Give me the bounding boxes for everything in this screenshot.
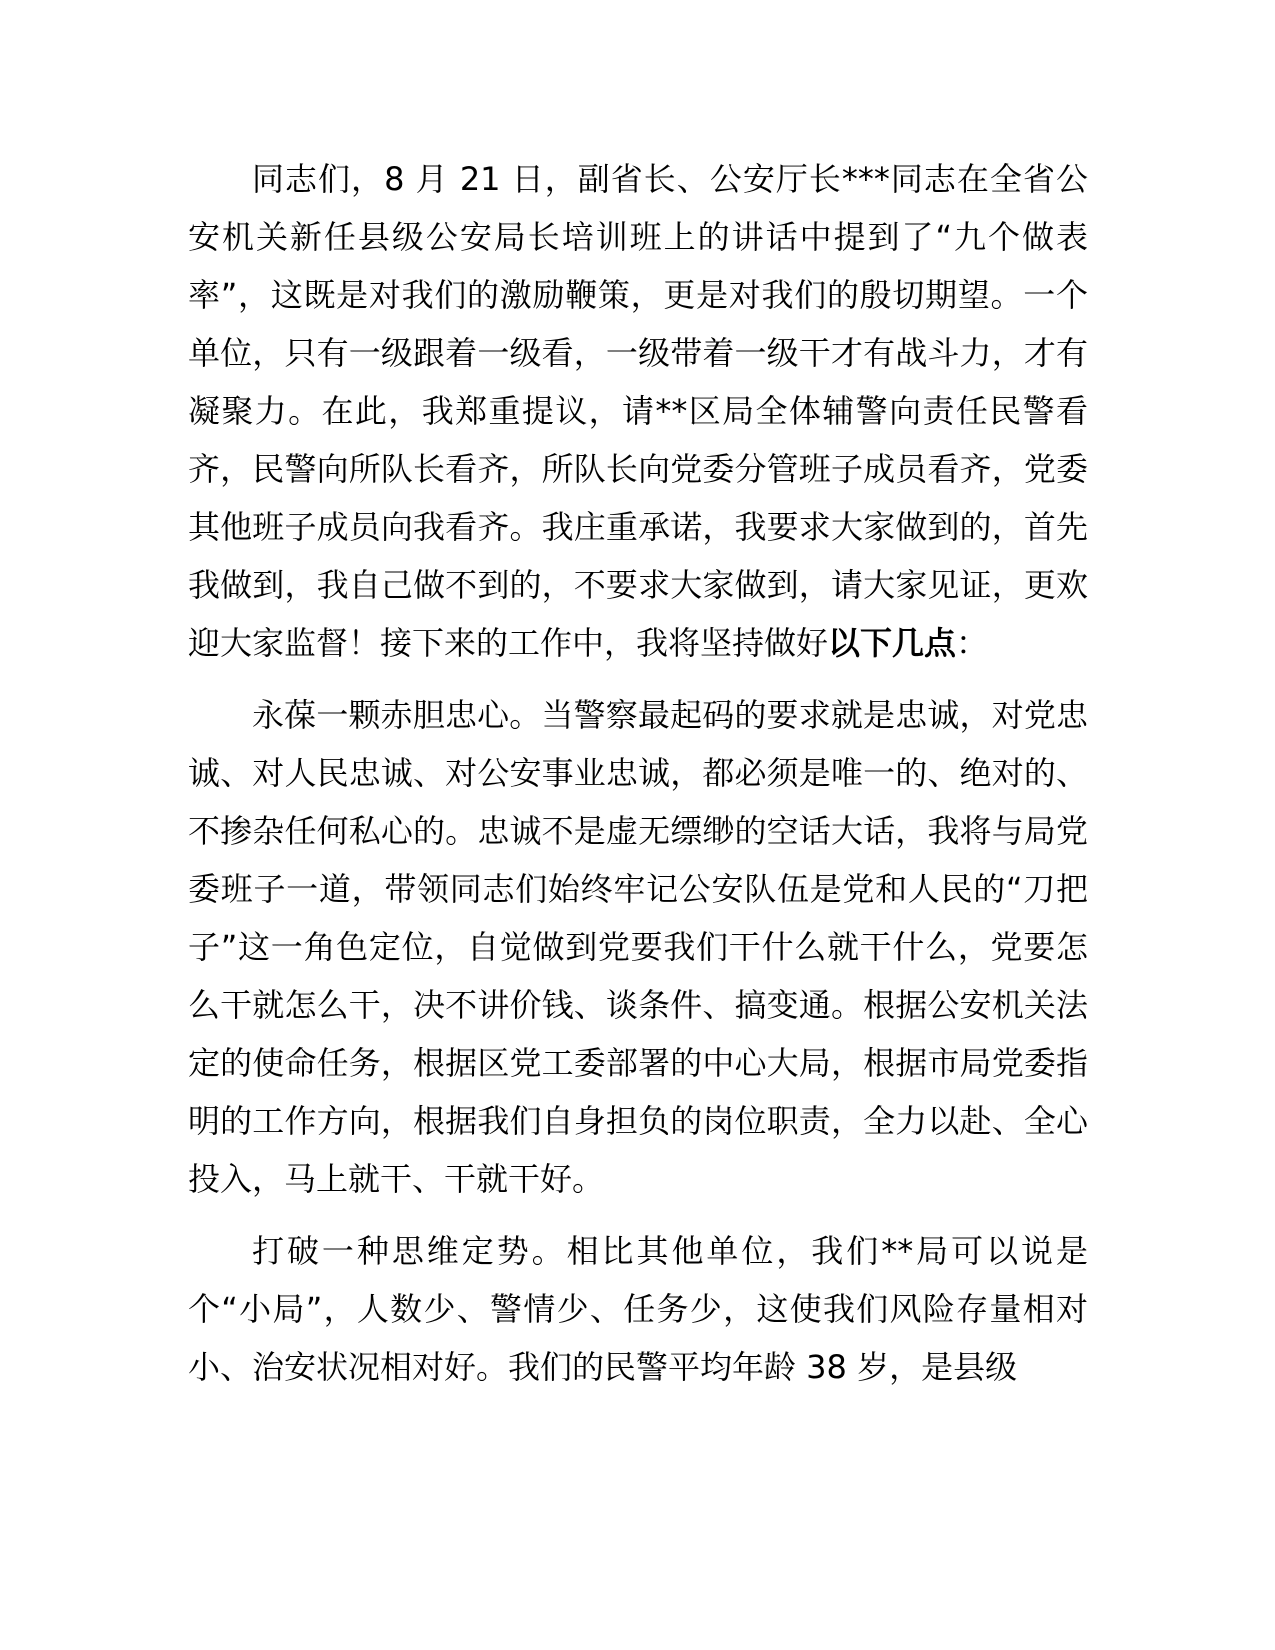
paragraph-1-tail: ： bbox=[956, 624, 989, 662]
paragraph-2-text: 永葆一颗赤胆忠心。当警察最起码的要求就是忠诚，对党忠诚、对人民忠诚、对公安事业忠诚，都必须是唯一的、绝对的、不掺杂任何私心的。忠诚不是虚无缥缈的空话大话，我将与局党委班子一道，带领同志们始终牢记公安队伍是党和人民的“刀把子”这一角色定位，自觉做到党要我们干什么就干什么，党要怎么干就怎么干，决不讲价钱、谈条件、搞变通。根据公安机关法定的使命任务，根据区党工委部署的中心大局，根据市局党委指明的工作方向，根据我们自身担负的岗位职责，全力以赴、全心投入，马上就干、干就干好。 bbox=[188, 696, 1088, 1198]
paragraph-3-text: 打破一种思维定势。相比其他单位，我们**局可以说是个“小局”，人数少、警情少、任务少，这使我们风险存量相对小、治安状况相对好。我们的民警平均年龄 38 岁，是县级 bbox=[188, 1232, 1088, 1386]
paragraph-1 bbox=[188, 150, 1088, 672]
paragraph-1-text: 同志们，8 月 21 日，副省长、公安厅长***同志在全省公安机关新任县级公安局长培训班上的讲话中提到了“九个做表率”，这既是对我们的激励鞭策，更是对我们的殷切期望。一个单位，只有一级跟着一级看，一级带着一级干才有战斗力，才有凝聚力。在此，我郑重提议，请**区局全体辅警向责任民警看齐，民警向所队长看齐，所队长向党委分管班子成员看齐，党委其他班子成员向我看齐。我庄重承诺，我要求大家做到的，首先我做到，我自己做不到的，不要求大家做到，请大家见证，更欢迎大家监督！接下来的工作中，我将坚持做好 bbox=[188, 160, 1088, 662]
paragraph-2 bbox=[188, 686, 1088, 1208]
document-body bbox=[188, 150, 1088, 1410]
paragraph-1-emphasis: 以下几点 bbox=[828, 624, 957, 662]
paragraph-3 bbox=[188, 1222, 1088, 1396]
